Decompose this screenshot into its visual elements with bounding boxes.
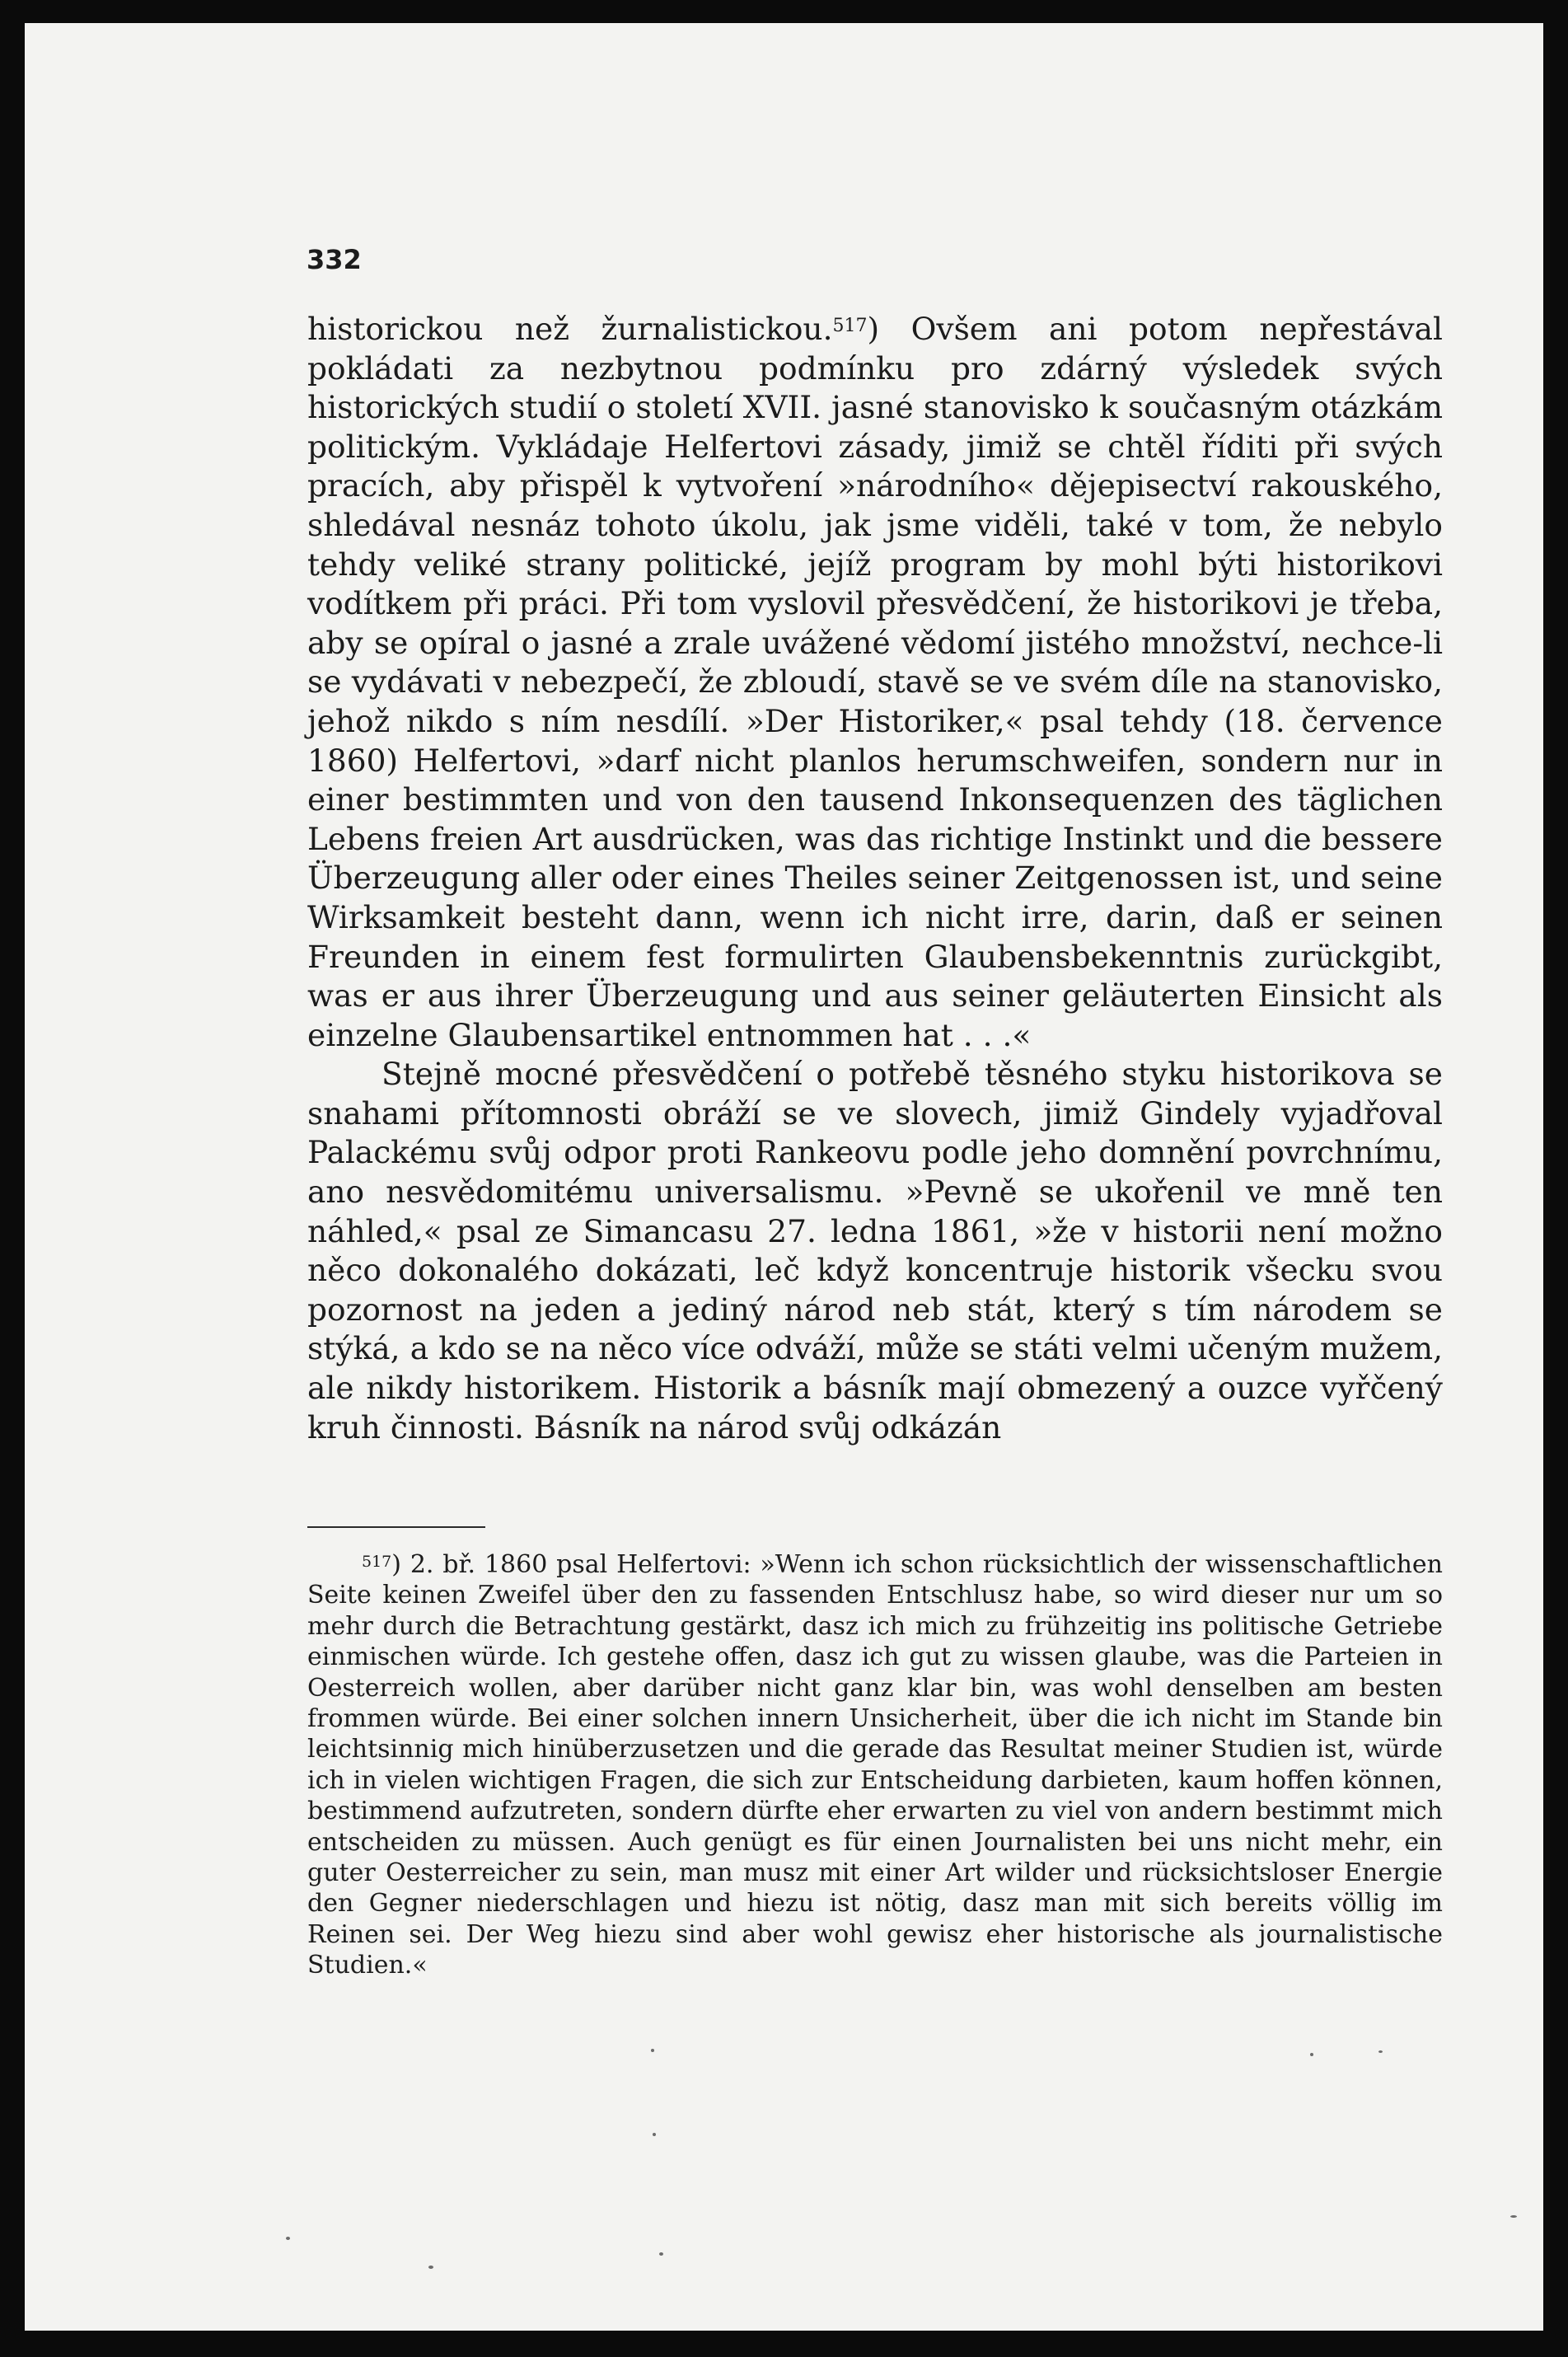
paragraph-text: ) Ovšem ani potom nepřestával pokládati za nezbytnou podmínku pro zdárný výsledek svých historických studií o století XVII. jasné stanovisko k současným otázkám politickým. Vykládaje Helfertovi zásady, jimiž se chtěl říditi při svých pracích, aby přispěl k vytvoření »národního« dějepisectví rakouského, shledával nesnáz tohoto úkolu, jak jsme viděli, také v tom, že nebylo tehdy veliké strany politické, jejíž program by mohl býti historikovi vodítkem při práci. Při tom vyslovil přesvědčení, že historikovi je třeba, aby se opíral o jasné a zrale uvážené vědomí jistého množství, nechce-li se vydávati v nebezpečí, že zbloudí, stavě se ve svém díle na stanovisko, jehož nikdo s ním nesdílí. »Der Historiker,« psal tehdy (18. července 1860) Helfertovi, »darf nicht planlos herumschweifen, sondern nur in einer bestimmten und von den tausend Inkonsequenzen des täglichen Lebens freien Art ausdrücken, was das richtige Instinkt und die bessere Überzeugung aller oder eines Theiles seiner Zeitgenossen ist, und seine Wirksamkeit besteht dann, wenn ich nicht irre, darin, daß er seinen Freunden in einem fest formulirten Glaubensbekenntnis zurückgibt, was er aus ihrer Überzeugung und aus seiner geläuterten Einsicht als einzelne Glaubensartikel entnommen hat . . .« — [307, 311, 1443, 1053]
footnote-reference: 517 — [832, 316, 868, 336]
paragraph-text: historickou než žurnalistickou. — [307, 311, 833, 347]
page-number: 332 — [307, 244, 362, 275]
scan-speck — [659, 2252, 663, 2256]
scan-speck — [1378, 2050, 1383, 2053]
scan-speck — [428, 2266, 433, 2269]
footnote — [307, 1549, 1443, 1981]
scan-speck — [1310, 2053, 1313, 2056]
scan-speck — [1510, 2215, 1517, 2218]
footnote-divider — [307, 1526, 485, 1528]
scan-speck — [286, 2237, 290, 2240]
paragraph: Stejně mocné přesvědčení o potřebě těsného styku historikova se snahami přítomnosti obráží se ve slovech, jimiž Gindely vyjadřoval Palackému svůj odpor proti Rankeovu podle jeho domnění povrchnímu, ano nesvědomitému universalismu. »Pevně se ukořenil ve mně ten náhled,« psal ze Simancasu 27. ledna 1861, »že v historii není možno něco dokonalého dokázati, leč když koncentruje historik všecku svou pozornost na jeden a jediný národ neb stát, který s tím národem se stýká, a kdo se na něco více odváží, může se státi velmi učeným mužem, ale nikdy historikem. Historik a básník mají obmezený a ouzce vyřčený kruh činnosti. Básník na národ svůj odkázán — [307, 1056, 1443, 1446]
footnote-text: ) 2. bř. 1860 psal Helfertovi: »Wenn ich schon rücksichtlich der wissenschaftlichen Seite keinen Zweifel über den zu fassenden Entschlusz habe, so wird dieser nur um so mehr durch die Betrachtung gestärkt, dasz ich mich zu frühzeitig ins politische Getriebe einmischen würde. Ich gestehe offen, dasz ich gut zu wissen glaube, was die Parteien in Oesterreich wollen, aber darüber nicht ganz klar bin, was wohl denselben am besten frommen würde. Bei einer solchen innern Unsicherheit, über die ich nicht im Stande bin leichtsinnig mich hinüberzusetzen und die gerade das Resultat meiner Studien ist, würde ich in vielen wichtigen Fragen, die sich zur Entscheidung darbieten, kaum hoffen können, bestimmend aufzutreten, sondern dürfte eher erwarten zu viel von andern bestimmt mich entscheiden zu müssen. Auch genügt es für einen Journalisten bei uns nicht mehr, ein guter Oesterreicher zu sein, man musz mit einer Art wilder und rücksichtsloser Energie den Gegner niederschlagen und hiezu ist nötig, dasz man mit sich bereits völlig im Reinen sei. Der Weg hiezu sind aber wohl gewisz eher historische als journalistische Studien.« — [307, 1550, 1443, 1980]
paragraph — [307, 310, 1443, 1055]
scan-speck — [653, 2133, 656, 2136]
scan-speck — [651, 2049, 654, 2052]
scanned-page — [25, 23, 1543, 2331]
main-text — [307, 310, 1443, 1447]
footnote-number: 517 — [362, 1553, 392, 1571]
